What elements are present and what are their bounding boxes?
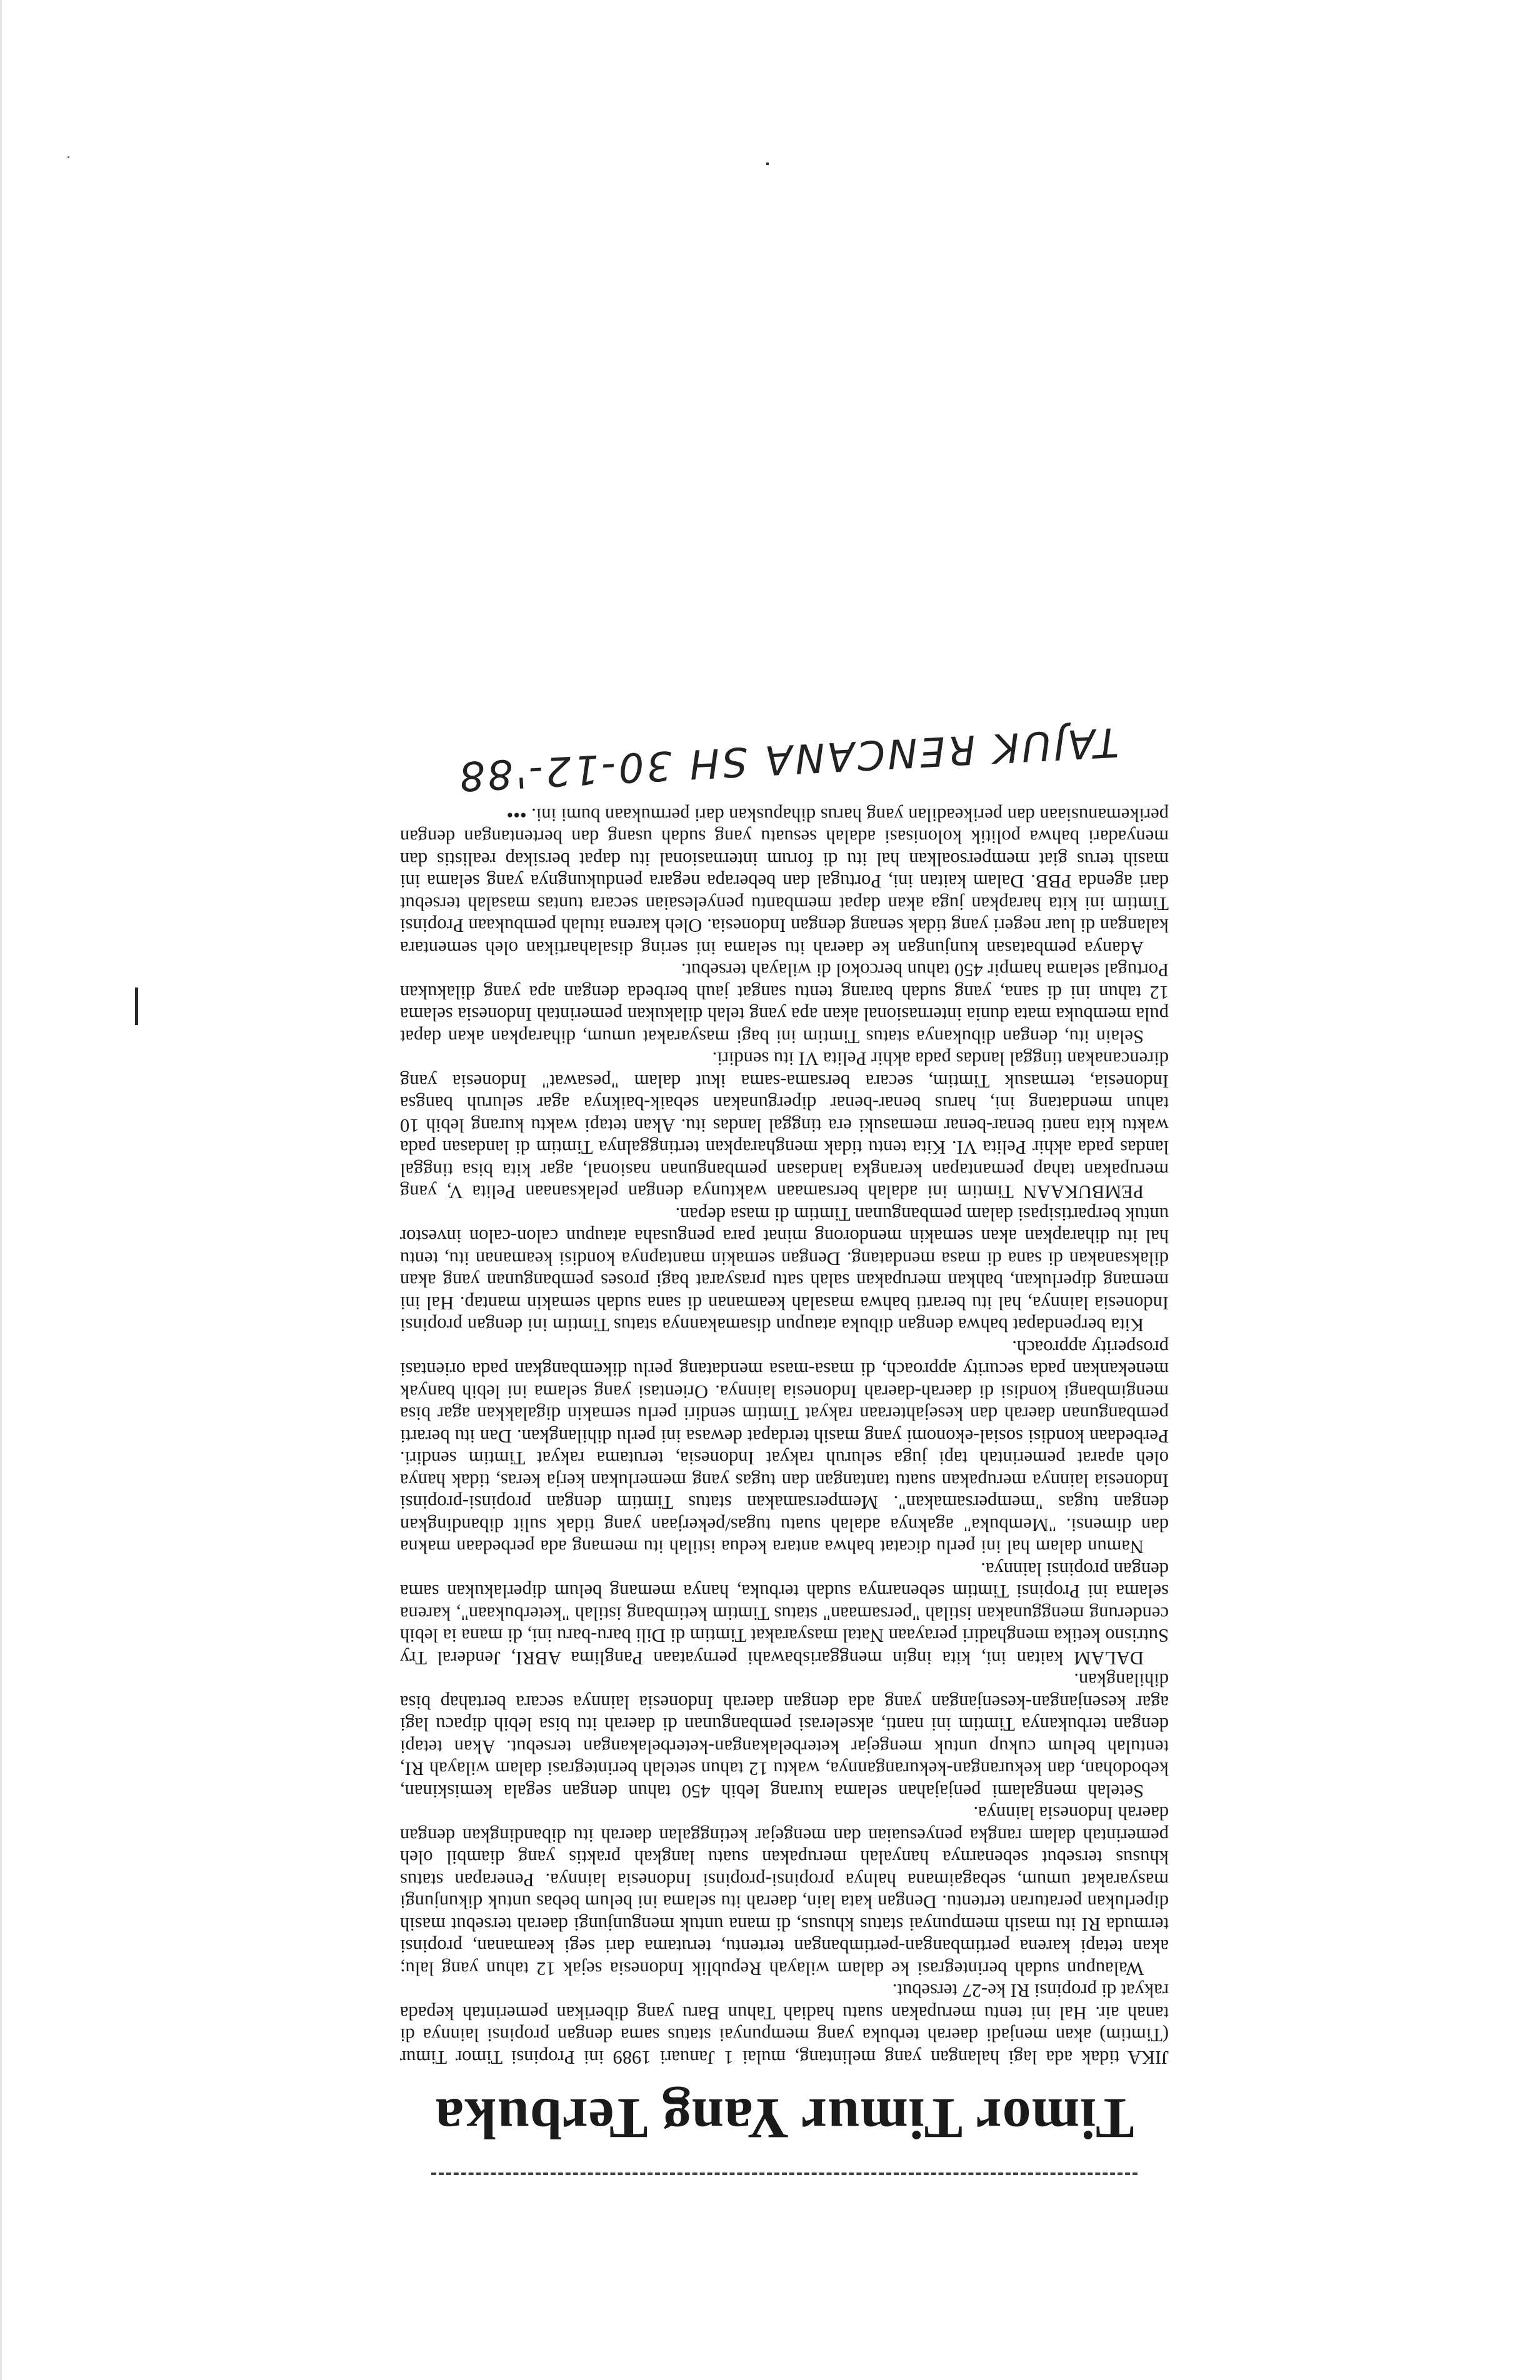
article-body — [400, 803, 1169, 2068]
scan-edge-mark — [135, 988, 138, 1025]
dashed-rule — [431, 2172, 1138, 2175]
newspaper-clipping — [400, 188, 1169, 2150]
scan-speck — [68, 156, 69, 158]
paragraph: Selain itu, dengan dibukanya status Timtim ini bagi masyarakat umum, diharapkan akan dapat pula membuka mata dunia internasional akan apa yang telah dilakukan pemerintah Indonesia selama 12 tahun ini di sana, yang sudah barang tentu sangat jauh berbeda dengan apa yang dilakukan Portugal selama hampir 450 tahun bercokol di wilayah tersebut. — [400, 959, 1169, 1048]
paragraph: Kita berpendapat bahwa dengan dibuka ataupun disamakannya status Timtim ini dengan propinsi Indonesia lainnya, hal itu berarti bahwa masalah keamanan di sana sudah semakin mantap. Hal ini memang diperlukan, bahkan merupakan salah satu prasyarat bagi proses pembangunan yang akan dilaksanakan di sana di masa mendatang. Dengan semakin mantapnya kondisi keamanan itu, tentu hal itu diharapkan akan semakin mendorong minat para pengusaha ataupun calon-calon investor untuk berpartisipasi dalam pembangunan Timtim di masa depan. — [400, 1203, 1169, 1336]
scan-edge — [0, 0, 2, 2380]
paragraph: Namun dalam hal ini perlu dicatat bahwa antara kedua istilah itu memang ada perbedaan makna dan dimensi. "Membuka" agaknya adalah suatu tugas/pekerjaan yang tidak sulit dibandingkan dengan tugas "mempersamakan". Mempersamakan status Timtim dengan propinsi-propinsi Indonesia lainnya merupakan suatu tantangan dan tugas yang memerlukan kerja keras, tidak hanya oleh aparat pemerintah tapi juga seluruh rakyat Indonesia, terutama rakyat Timtim sendiri. Perbedaan kondisi sosial-ekonomi yang masih terdapat dewasa ini perlu dihilangkan. Dan itu berarti pembangunan daerah dan kesejahteraan rakyat Timtim sendiri perlu semakin digalakkan agar bisa mengimbangi kondisi di daerah-daerah Indonesia lainnya. Orientasi yang selama ini lebih banyak menekankan pada security approach, di masa-masa mendatang perlu dikembangkan pada orientasi prosperity approach. — [400, 1336, 1169, 1558]
paragraph: Setelah mengalami penjajahan selama kurang lebih 450 tahun dengan segala kemiskinan, kebodohan, dan kekurangan-kekurangannya, waktu 12 tahun setelah berintegrasi dalam wilayah RI, tentulah belum cukup untuk mengejar keterbelakangan-keterbelakangan tersebut. Akan tetapi dengan terbukanya Timtim ini nanti, akselerasi pembangunan di daerah itu bisa lebih dipacu lagi agar kesenjangan-kesenjangan yang ada dengan daerah Indonesia lainnya secara bertahap bisa dihilangkan. — [400, 1669, 1169, 1802]
scan-speck — [766, 162, 769, 165]
handwritten-source-note: TAJUK RENCANA SH 30-12-'88 — [456, 718, 1120, 799]
paragraph: Adanya pembatasan kunjungan ke daerah itu selama ini sering disalahartikan oleh sementara kalangan di luar negeri yang tidak senang dengan Indonesia. Oleh karena itulah pembukaan Propinsi Timtim ini kita harapkan juga akan dapat membantu penyelesaian secara tuntas masalah tersebut dari agenda PBB. Dalam kaitan ini, Portugal dan beberapa negara pendukungnya yang selama ini masih terus giat mempersoalkan hal itu di forum internasional itu dapat bersikap realistis dan menyadari bahwa politik kolonisasi adalah sesuatu yang sudah usang dan bertentangan dengan perikemanusiaan dan perikeadilan yang harus dihapuskan dari permukaan bumi ini. ••• — [400, 804, 1169, 959]
paragraph: DALAM kaitan ini, kita ingin menggarisbawahi pernyataan Panglima ABRI, Jenderal Try Sutrisno ketika menghadiri perayaan Natal masyarakat Timtim di Dili baru-baru ini, di mana ia lebih cenderung menggunakan istilah "persamaan" status Timtim ketimbang istilah "keterbukaan", karena selama ini Propinsi Timtim sebenarnya sudah terbuka, hanya memang belum diperlakukan sama dengan propinsi lainnya. — [400, 1558, 1169, 1669]
paragraph: PEMBUKAAN Timtim ini adalah bersamaan waktunya dengan pelaksanaan Pelita V, yang merupakan tahap pemantapan kerangka landasan pembangunan nasional, agar kita bisa tinggal landas pada akhir Pelita VI. Kita tentu tidak mengharapkan tertinggalnya Timtim di landasan pada waktu kita nanti benar-benar memasuki era tinggal landas itu. Akan tetapi waktu kurang lebih 10 tahun mendatang ini, harus benar-benar dipergunakan sebaik-baiknya agar seluruh bangsa Indonesia, termasuk Timtim, secara bersama-sama ikut dalam "pesawat" Indonesia yang direncanakan tinggal landas pada akhir Pelita VI itu sendiri. — [400, 1048, 1169, 1203]
article-title: Timor Timur Yang Terbuka — [434, 2087, 1134, 2151]
paragraph: Walaupun sudah berintegrasi ke dalam wilayah Republik Indonesia sejak 12 tahun yang lalu; akan tetapi karena pertimbangan-pertimbangan tertentu, terutama dari segi keamanan, propinsi termuda RI itu masih mempunyai status khusus, di mana untuk mengunjungi daerah tersebut masih diperlukan peraturan tertentu. Dengan kata lain, daerah itu selama ini belum bebas untuk dikunjungi masyarakat umum, sebagaimana halnya propinsi-propinsi Indonesia lainnya. Penerapan status khusus tersebut sebenarnya hanyalah merupakan suatu langkah praktis yang diambil oleh pemerintah dalam rangka penyesuaian dan mengejar ketinggalan daerah itu dibandingkan dengan daerah Indonesia lainnya. — [400, 1802, 1169, 1979]
paragraph: JIKA tidak ada lagi halangan yang melintang, mulai 1 Januari 1989 ini Propinsi Timor Timur (Timtim) akan menjadi daerah terbuka yang mempunyai status sama dengan propinsi lainnya di tanah air. Hal ini tentu merupakan suatu hadiah Tahun Baru yang diberikan pemerintah kepada rakyat di propinsi RI ke-27 tersebut. — [400, 1980, 1169, 2068]
